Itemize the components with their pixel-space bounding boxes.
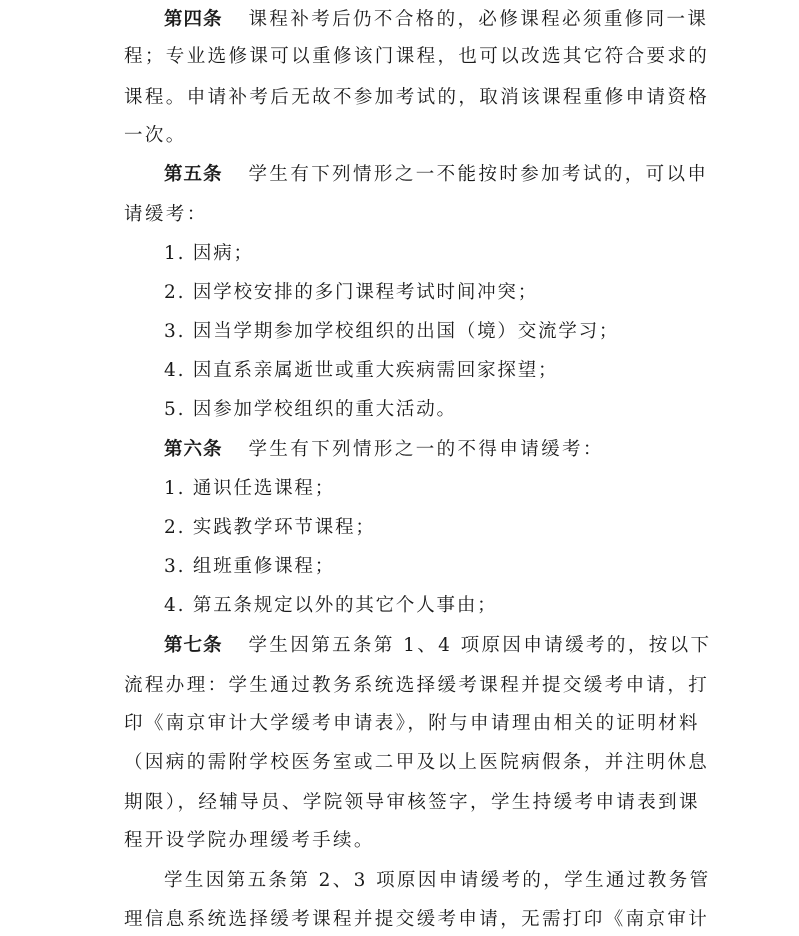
- art7-title: 第七条: [164, 635, 223, 656]
- art7-line-6: 程开设学院办理缓考手续。: [124, 830, 375, 851]
- art5-item-5: 5. 因参加学校组织的重大活动。: [164, 399, 457, 420]
- art6-item-2: 2. 实践教学环节课程；: [164, 517, 376, 538]
- art7-text-1: 学生因第五条第 1、4 项原因申请缓考的，按以下: [248, 635, 712, 656]
- art6-text-1: 学生有下列情形之一的不得申请缓考：: [248, 439, 604, 460]
- art5-item-3: 3. 因当学期参加学校组织的出国（境）交流学习；: [164, 321, 620, 342]
- art5-item-4: 4. 因直系亲属逝世或重大疾病需回家探望；: [164, 360, 559, 381]
- art4-text-1: 课程补考后仍不合格的，必修课程必须重修同一课: [248, 9, 709, 30]
- last-para-line-1: 学生因第五条第 2、3 项原因申请缓考的，学生通过教务管: [164, 870, 711, 891]
- art4-title: 第四条: [164, 9, 223, 30]
- art5-line-1: [164, 160, 708, 190]
- art7-line-3: 印《南京审计大学缓考申请表》，附与申请理由相关的证明材料: [124, 713, 700, 734]
- art5-text-1: 学生有下列情形之一不能按时参加考试的，可以申: [248, 164, 709, 185]
- art6-item-3: 3. 组班重修课程；: [164, 556, 336, 577]
- art4-line-1: [164, 5, 708, 35]
- art5-title: 第五条: [164, 164, 223, 185]
- art4-line-4: 一次。: [124, 125, 187, 146]
- art4-line-2: 程；专业选修课可以重修该门课程，也可以改选其它符合要求的: [124, 46, 710, 67]
- art6-item-4: 4. 第五条规定以外的其它个人事由；: [164, 595, 498, 616]
- art4-line-3: 课程。申请补考后无故不参加考试的，取消该课程重修申请资格: [124, 87, 710, 108]
- art6-item-1: 1. 通识任选课程；: [164, 478, 336, 499]
- art7-line-2: 流程办理：学生通过教务系统选择缓考课程并提交缓考申请，打: [124, 675, 710, 696]
- art5-item-1: 1. 因病；: [164, 243, 254, 264]
- art6-line-1: [164, 435, 604, 465]
- last-para-line-2: 理信息系统选择缓考课程并提交缓考申请，无需打印《南京审计: [124, 909, 710, 930]
- art7-line-5: 期限），经辅导员、学院领导审核签字，学生持缓考申请表到课: [124, 792, 700, 813]
- art5-line-2: 请缓考：: [124, 204, 208, 225]
- art7-line-1: [164, 631, 711, 661]
- art5-item-2: 2. 因学校安排的多门课程考试时间冲突；: [164, 282, 539, 303]
- art6-title: 第六条: [164, 439, 223, 460]
- art7-line-4: （因病的需附学校医务室或二甲及以上医院病假条，并注明休息: [124, 752, 710, 773]
